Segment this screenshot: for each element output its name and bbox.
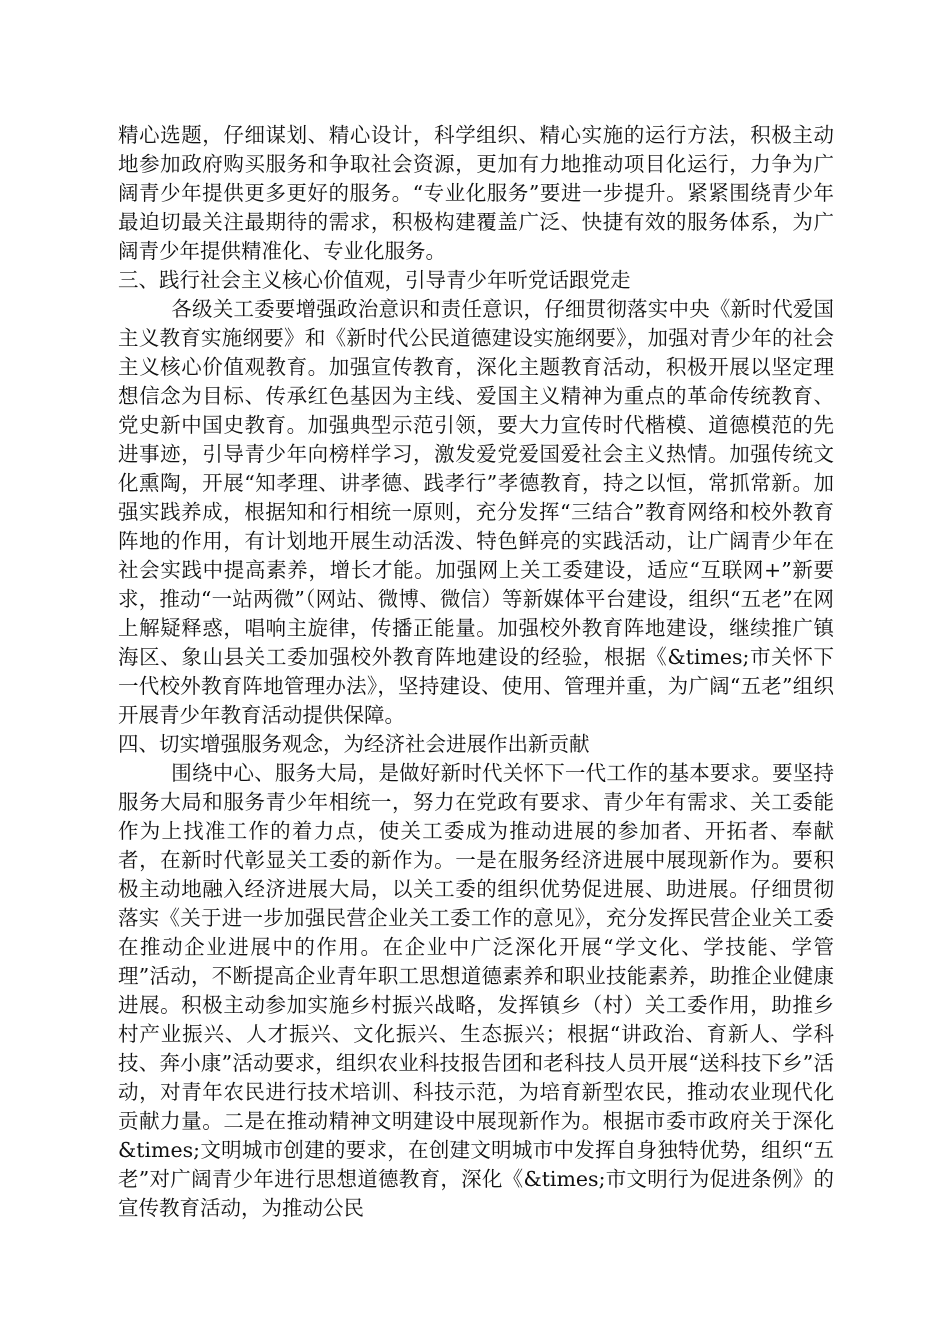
body-paragraph: 各级关工委要增强政治意识和责任意识，仔细贯彻落实中央《新时代爱国主义教育实施纲要》和《新时代公民道德建设实施纲要》，加强对青少年的社会主义核心价值观教育。加强宣传教育，深化主题教育活动，积极开展以坚定理想信念为目标、传承红色基因为主线、爱国主义精神为重点的革命传统教育、党史新中国史教育。加强典型示范引领，要大力宣传时代楷模、道德模范的先进事迹，引导青少年向榜样学习，激发爱党爱国爱社会主义热情。加强传统文化熏陶，开展“知孝理、讲孝德、践孝行”孝德教育，持之以恒，常抓常新。加强实践养成，根据知和行相统一原则，充分发挥“三结合”教育网络和校外教育阵地的作用，有计划地开展生动活泼、特色鲜亮的实践活动，让广阔青少年在社会实践中提高素养，增长才能。加强网上关工委建设，适应“互联网+”新要求，推动“一站两微”（网站、微博、微信）等新媒体平台建设，组织“五老”在网上解疑释惑，唱响主旋律，传播正能量。加强校外教育阵地建设，继续推广镇海区、象山县关工委加强校外教育阵地建设的经验，根据《&times;市关怀下一代校外教育阵地管理办法》，坚持建设、使用、管理并重，为广阔“五老”组织开展青少年教育活动提供保障。	[118, 297, 834, 727]
body-paragraph: 精心选题，仔细谋划、精心设计，科学组织、精心实施的运行方法，积极主动地参加政府购买服务和争取社会资源，更加有力地推动项目化运行，力争为广阔青少年提供更多更好的服务。“专业化服务”要进一步提升。紧紧围绕青少年最迫切最关注最期待的需求，积极构建覆盖广泛、快捷有效的服务体系，为广阔青少年提供精准化、专业化服务。	[118, 123, 834, 263]
section-heading: 四、切实增强服务观念，为经济社会进展作出新贡献	[118, 732, 590, 756]
section-heading: 三、践行社会主义核心价值观，引导青少年听党话跟党走	[118, 268, 631, 292]
body-paragraph: 围绕中心、服务大局，是做好新时代关怀下一代工作的基本要求。要坚持服务大局和服务青少年相统一，努力在党政有要求、青少年有需求、关工委能作为上找准工作的着力点，使关工委成为推动进展的参加者、开拓者、奉献者，在新时代彰显关工委的新作为。一是在服务经济进展中展现新作为。要积极主动地融入经济进展大局，以关工委的组织优势促进展、助进展。仔细贯彻落实《关于进一步加强民营企业关工委工作的意见》，充分发挥民营企业关工委在推动企业进展中的作用。在企业中广泛深化开展“学文化、学技能、学管理”活动，不断提高企业青年职工思想道德素养和职业技能素养，助推企业健康进展。积极主动参加实施乡村振兴战略，发挥镇乡（村）关工委作用，助推乡村产业振兴、人才振兴、文化振兴、生态振兴；根据“讲政治、育新人、学科技、奔小康”活动要求，组织农业科技报告团和老科技人员开展“送科技下乡”活动，对青年农民进行技术培训、科技示范，为培育新型农民，推动农业现代化贡献力量。二是在推动精神文明建设中展现新作为。根据市委市政府关于深化&times;文明城市创建的要求，在创建文明城市中发挥自身独特优势，组织“五老”对广阔青少年进行思想道德教育，深化《&times;市文明行为促进条例》的宣传教育活动，为推动公民	[118, 761, 834, 1220]
document-body	[118, 121, 834, 1223]
